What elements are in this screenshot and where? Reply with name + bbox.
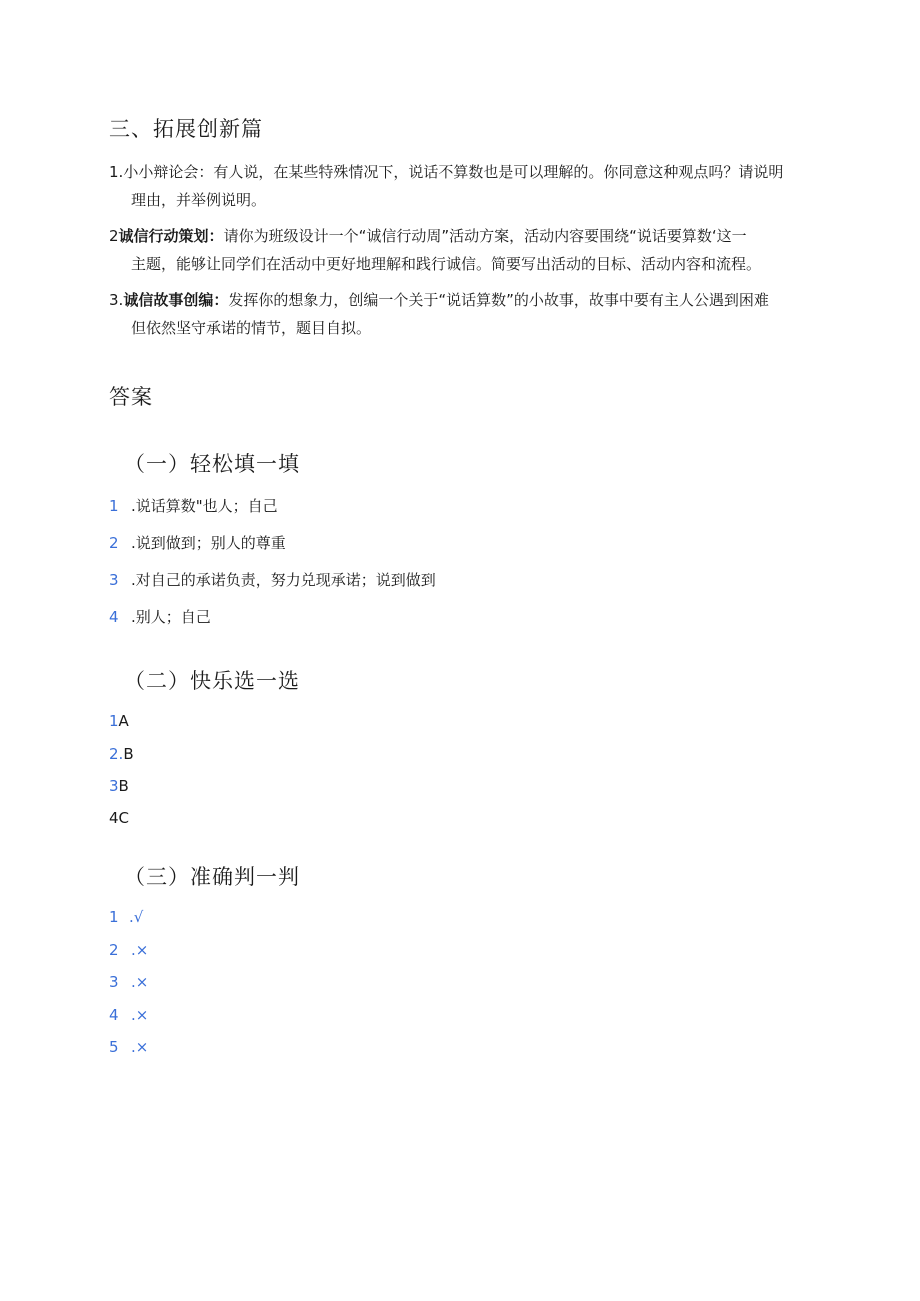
answer-text: A	[118, 712, 129, 730]
answer-item	[109, 973, 148, 991]
answer-text: .√	[129, 908, 144, 926]
question-lead: 小小辩论会：	[123, 163, 214, 181]
answer-number: 4	[109, 608, 119, 626]
answer-item	[109, 569, 436, 590]
answer-number: 1	[109, 497, 119, 515]
answers-part-3-title: （三）准确判一判	[124, 865, 300, 889]
answer-text: C	[118, 809, 130, 827]
question-text: 请你为班级设计一个“诚信行动周”活动方案，活动内容要围绕“说话要算数‘这一	[223, 227, 747, 245]
answer-item	[109, 1006, 148, 1024]
question-text-continued: 理由，并举例说明。	[131, 191, 267, 209]
answer-text: .说话算数"也人；自己	[131, 497, 278, 515]
question-3	[109, 286, 769, 342]
question-text-continued: 但依然坚守承诺的情节，题目自拟。	[131, 319, 372, 337]
answer-item	[109, 1038, 148, 1056]
section-title: 三、拓展创新篇	[109, 117, 263, 141]
answer-item	[109, 777, 129, 795]
answer-number: 4	[109, 1006, 119, 1024]
answer-number: 2	[109, 534, 119, 552]
answer-text: B	[118, 777, 129, 795]
question-number: 3.	[109, 291, 124, 309]
answer-item	[109, 941, 148, 959]
answer-item	[109, 809, 129, 827]
answer-number: 2	[109, 941, 119, 959]
answers-part-1-title: （一）轻松填一填	[124, 452, 300, 476]
question-number: 2	[109, 227, 119, 245]
answer-number: 3	[109, 777, 119, 795]
answer-text: .×	[131, 973, 149, 991]
answer-number: 1	[109, 712, 119, 730]
answers-title: 答案	[109, 385, 153, 409]
question-text: 有人说，在某些特殊情况下，说话不算数也是可以理解的。你同意这种观点吗？请说明	[213, 163, 784, 181]
question-1	[109, 158, 783, 214]
answer-item	[109, 532, 286, 553]
answer-number: 3	[109, 571, 119, 589]
answer-item	[109, 908, 143, 926]
answer-text: .×	[131, 1038, 149, 1056]
answer-text: B	[123, 745, 134, 763]
answer-number: 1	[109, 908, 119, 926]
question-2	[109, 222, 761, 278]
answer-text: .说到做到；别人的尊重	[131, 534, 286, 552]
answer-number: 4	[109, 809, 119, 827]
question-text: 发挥你的想象力，创编一个关于“说话算数”的小故事，故事中要有主人公遇到困难	[228, 291, 769, 309]
answer-number: 3	[109, 973, 119, 991]
answer-item	[109, 495, 278, 516]
answer-text: .×	[131, 941, 149, 959]
question-number: 1.	[109, 163, 124, 181]
answer-item	[109, 745, 134, 763]
question-text-continued: 主题，能够让同学们在活动中更好地理解和践行诚信。简要写出活动的目标、活动内容和流程。	[131, 255, 762, 273]
answer-text: .×	[131, 1006, 149, 1024]
answer-text: .别人；自己	[131, 608, 211, 626]
question-lead: 诚信行动策划：	[118, 227, 224, 245]
answer-item	[109, 606, 211, 627]
answer-item	[109, 712, 129, 730]
question-lead: 诚信故事创编：	[123, 291, 229, 309]
answer-number: 2.	[109, 745, 124, 763]
answers-part-2-title: （二）快乐选一选	[124, 669, 300, 693]
answer-text: .对自己的承诺负责，努力兑现承诺；说到做到	[131, 571, 436, 589]
answer-number: 5	[109, 1038, 119, 1056]
